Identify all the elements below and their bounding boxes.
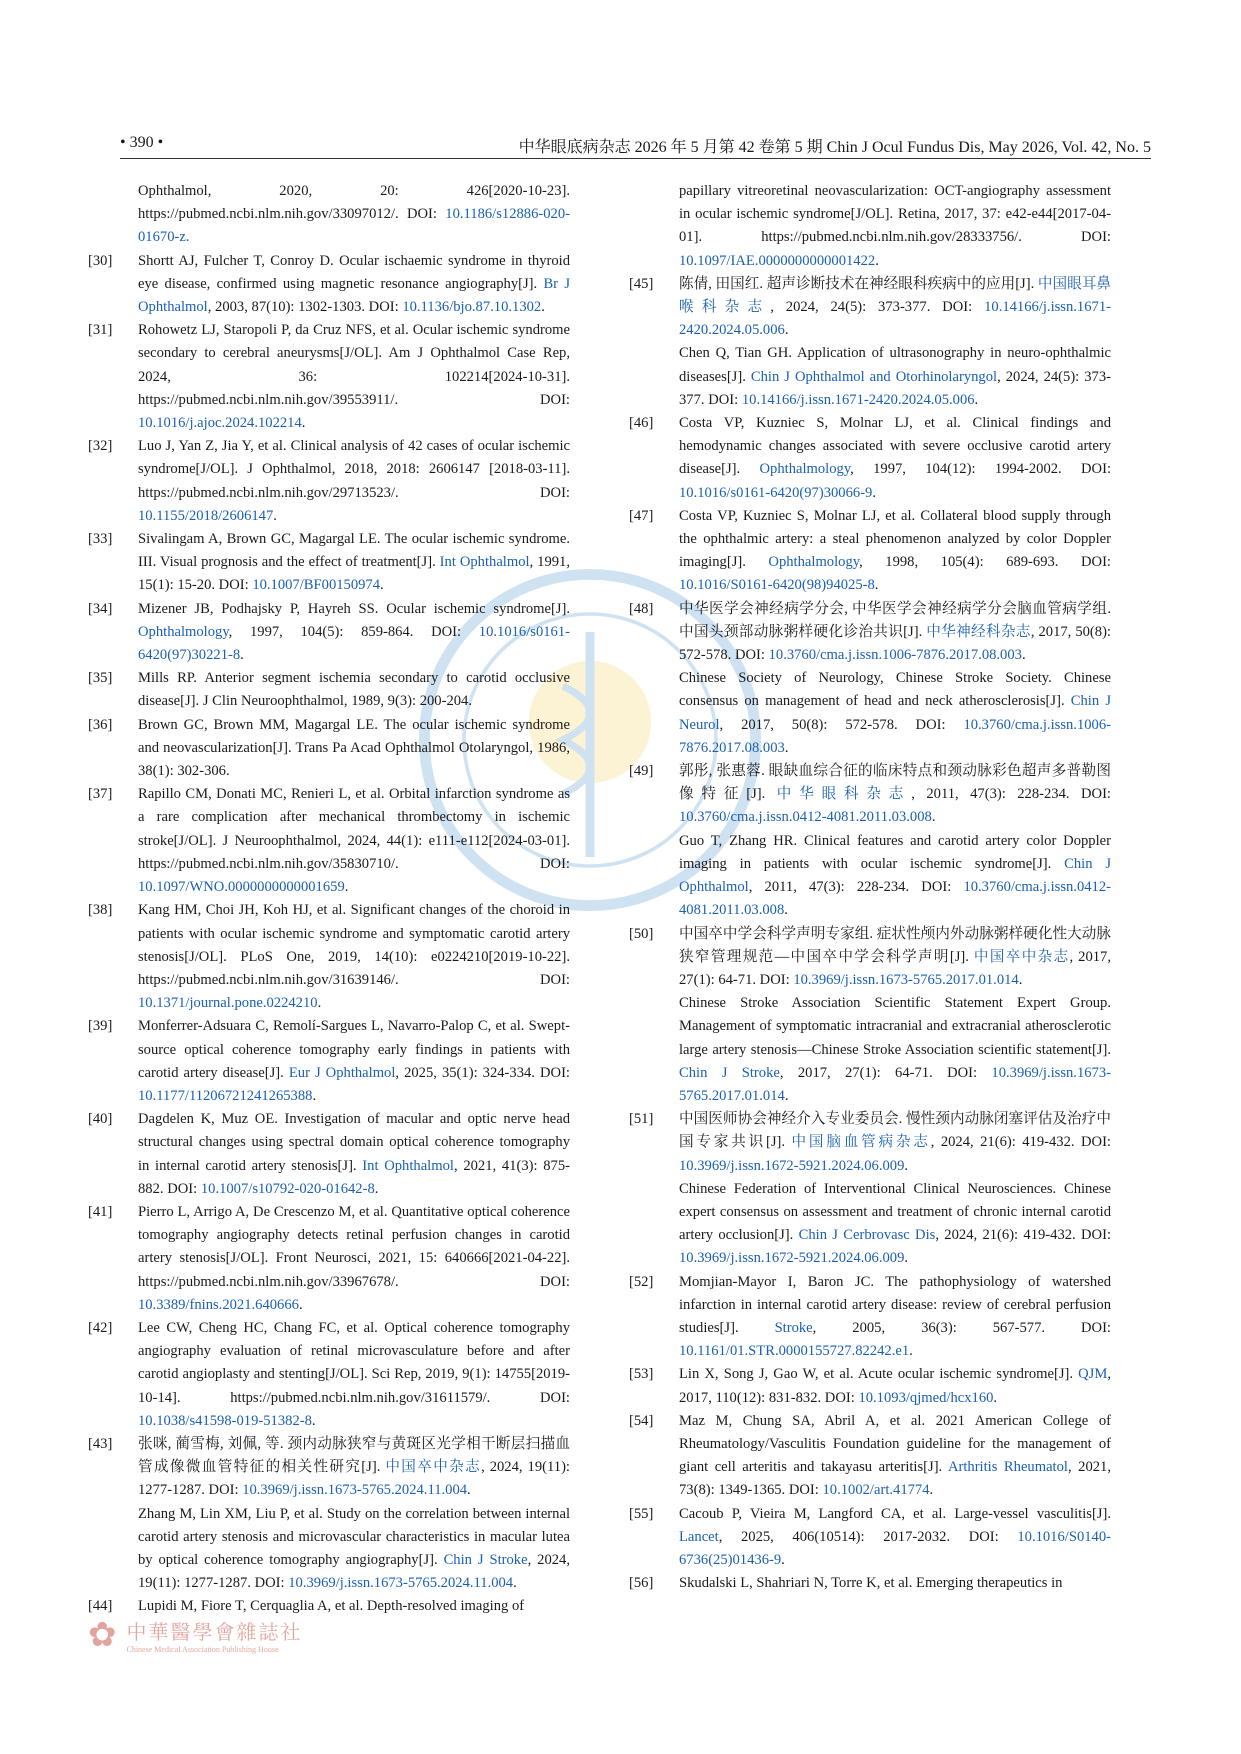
doi-link[interactable]: 10.1097/WNO.0000000000001659 [138,879,345,896]
reference-item [88,667,570,713]
reference-text: , 2011, 47(3): 228-234. DOI: [911,786,1111,803]
reference-number: [54] [629,1412,654,1429]
reference-text: . [974,391,979,408]
reference-text: , 2021, 41(3): 875-882. DOI: [138,1157,570,1197]
page-number: • 390 • [120,134,164,151]
reference-text: . [874,577,879,594]
reference-text: . [374,1180,379,1197]
reference-translation [629,1178,1111,1271]
reference-text: . [993,1389,998,1406]
doi-link[interactable]: 10.1093/qjmed/hcx160 [858,1389,994,1406]
reference-body [138,1108,570,1201]
reference-text: papillary vitreoretinal neovascularization: OCT-angiography assessment in ocular ischemic syndrome[J/OL]. Retina, 2017, 37: e42-e44[2017-04-01]. https://pubmed.ncbi.nlm.nih.gov/28333756/. DOI: [679,183,1111,246]
journal-link[interactable]: 中华神经科杂志 [926,623,1031,640]
reference-text: Shortt AJ, Fulcher T, Conroy D. Ocular ischaemic syndrome in thyroid eye disease, confirmed using magnetic resonance angiography[J]. [138,252,570,292]
journal-citation-line: 中华眼底病杂志 2026 年 5 月第 42 卷第 5 期 Chin J Ocul Fundus Dis, May 2026, Vol. 42, No. 5 [518,139,1151,156]
reference-number: [43] [88,1435,113,1452]
reference-item [88,1015,570,1108]
doi-link[interactable]: 10.1177/11206721241265388 [138,1087,313,1104]
reference-text: , 2024, 24(5): 373-377. DOI: [679,368,1111,408]
reference-text: . [784,1087,789,1104]
reference-text: , 2017, 50(8): 572-578. DOI: [719,716,964,733]
journal-link[interactable]: Chin J Neurol [679,693,1111,733]
reference-body [138,1433,570,1503]
reference-text: , 1991, 15(1): 15-20. DOI: [138,554,570,594]
reference-number: [34] [88,600,113,617]
reference-number: [38] [88,902,113,919]
reference-body [679,273,1111,343]
doi-link[interactable]: 10.1016/S0161-6420(98)94025-8 [679,577,875,594]
reference-text: Momjian-Mayor I, Baron JC. The pathophysiology of watershed infarction in internal carotid artery disease: review of cerebral perfusion studies[J]. [679,1273,1111,1336]
reference-item [88,714,570,784]
reference-text: . [904,1157,909,1174]
doi-link[interactable]: 10.1038/s41598-019-51382-8 [138,1412,312,1429]
reference-item [629,505,1111,598]
reference-text: Mizener JB, Podhajsky P, Hayreh SS. Ocular ischemic syndrome[J]. [138,600,570,617]
reference-item [88,528,570,598]
doi-link[interactable]: 10.1186/s12886-020-01670-z. [138,206,570,246]
reference-text: Sivalingam A, Brown GC, Magargal LE. The ocular ischemic syndrome. III. Visual prognosis and the effect of treatment[J]. [138,531,570,571]
reference-number: [52] [629,1273,654,1290]
reference-text: . [380,577,384,594]
reference-text: , 1998, 105(4): 689-693. DOI: [859,554,1111,571]
reference-text: . [311,1412,316,1429]
reference-text: , 2017, 110(12): 831-832. DOI: [679,1366,1111,1406]
reference-text: 陈倩, 田国红. 超声诊断技术在神经眼科疾病中的应用[J]. [679,275,1038,292]
reference-text: Ophthalmol, 2020, 20: 426[2020-10-23]. https://pubmed.ncbi.nlm.nih.gov/33097012/. DOI: [138,183,570,223]
journal-link[interactable]: 中国脑血管病杂志 [791,1134,931,1151]
references-left-column [88,180,570,1619]
reference-text: Chinese Stroke Association Scientific Statement Expert Group. Management of symptomatic intracranial and extracranial atherosclerotic large artery stenosis—Chinese Stroke Association scientific statement[J]. [679,995,1111,1058]
publisher-name-en: Chinese Medical Association Publishing House [126,1645,279,1654]
doi-link[interactable]: 10.1007/s10792-020-01642-8 [200,1180,375,1197]
journal-link[interactable]: Stroke [774,1319,813,1336]
journal-link[interactable]: 中国眼耳鼻喉科杂志 [679,275,1111,316]
reference-text: 郭彤, 张惠蓉. 眼缺血综合征的临床特点和颈动脉彩色超声多普勒图像特征[J]. [679,763,1111,803]
reference-body [138,783,570,899]
journal-link[interactable]: Chin J Cerbrovasc Dis [798,1227,936,1244]
doi-link[interactable]: 10.1371/journal.pone.0224210 [138,995,318,1012]
journal-link[interactable]: 中国卒中杂志 [973,948,1070,965]
reference-text: Cacoub P, Vieira M, Langford CA, et al. Large-vessel vasculitis[J]. [679,1505,1111,1522]
reference-text: . [312,1087,317,1104]
reference-text: 中国医师协会神经介入专业委员会. 慢性颈内动脉闭塞评估及治疗中国专家共识[J]. [679,1111,1111,1151]
reference-text: Zhang M, Lin XM, Liu P, et al. Study on the correlation between internal carotid artery stenosis and microvascular characteristics in macular lutea by optical coherence tomography angiography[J]. [138,1505,570,1568]
reference-text: . [1018,971,1023,988]
reference-item [88,1108,570,1201]
doi-link[interactable]: 10.3969/j.issn.1673-5765.2024.11.004 [242,1482,468,1499]
reference-item [88,783,570,899]
reference-body [138,1317,570,1433]
reference-number: [41] [88,1203,113,1220]
reference-body [138,250,570,320]
doi-link[interactable]: 10.3760/cma.j.issn.0412-4081.2011.03.008 [679,809,932,826]
journal-link[interactable]: Chin J Ophthalmol [679,855,1111,896]
reference-item [88,319,570,435]
reference-text: . [344,879,349,896]
reference-text: 中华医学会神经病学分会, 中华医学会神经病学分会脑血管病学组. 中国头颈部动脉粥样硬化诊治共识[J]. [679,600,1111,640]
reference-body [138,1015,570,1108]
reference-text: . [909,1343,913,1360]
reference-text: Costa VP, Kuzniec S, Molnar LJ, et al. Collateral blood supply through the ophthalmic artery: a steal phenomenon analyzed by color Doppler imaging[J]. [679,507,1111,571]
reference-text: , 1997, 104(12): 1994-2002. DOI: [850,461,1111,478]
references-right-column [629,180,1111,1595]
doi-link[interactable]: 10.14166/j.issn.1671-2420.2024.05.006 [679,299,1111,339]
journal-link[interactable]: Br J Ophthalmol [138,275,571,316]
reference-number: [56] [629,1575,654,1592]
journal-link[interactable]: Int Ophthalmol [362,1157,454,1174]
reference-item [88,598,570,668]
reference-body [679,1271,1111,1364]
reference-text: Chinese Federation of Interventional Clinical Neurosciences. Chinese expert consensus on assessment and treatment of chronic internal carotid artery occlusion[J]. [679,1180,1111,1244]
reference-text: . [467,1482,471,1499]
reference-body [679,598,1111,668]
reference-text: . [541,299,545,316]
reference-text: 中国卒中学会科学声明专家组. 症状性颅内外动脉粥样硬化性大动脉狭窄管理规范—中国卒中学会科学声明[J]. [679,925,1111,965]
reference-body [138,899,570,1015]
reference-number: [31] [88,322,113,339]
reference-text: . [1021,647,1026,664]
reference-text: . [931,809,936,826]
reference-item [629,1108,1111,1178]
reference-text: Guo T, Zhang HR. Clinical features and carotid artery color Doppler imaging in patients with ocular ischemic syndrome[J]. [679,832,1111,872]
doi-link[interactable]: 10.1161/01.STR.0000155727.82242.e1 [679,1343,910,1360]
reference-translation [88,1503,570,1596]
reference-text: 张咪, 蔺雪梅, 刘佩, 等. 颈内动脉狭窄与黄斑区光学相干断层扫描血管成像微血管特征的相关性研究[J]. [138,1435,570,1476]
reference-text: . [875,252,879,269]
reference-text: . [240,647,244,664]
reference-text: , 2025, 406(10514): 2017-2032. DOI: [718,1528,1018,1545]
reference-body [138,319,570,435]
reference-translation [629,830,1111,923]
reference-body [679,1108,1111,1178]
reference-text: . [784,902,788,919]
reference-number: [32] [88,438,113,455]
reference-item [629,760,1111,830]
reference-text: , 2005, 36(3): 567-577. DOI: [812,1319,1111,1336]
reference-text: . [872,484,877,501]
reference-text: . [273,507,277,524]
doi-link[interactable]: 10.3969/j.issn.1673-5765.2024.11.004 [288,1575,514,1592]
reference-body [138,598,570,668]
journal-link[interactable]: Chin J Stroke [679,1064,780,1081]
reference-number: [44] [88,1598,113,1615]
reference-number: [39] [88,1018,113,1035]
doi-link[interactable]: 10.3760/cma.j.issn.1006-7876.2017.08.003 [679,716,1111,756]
doi-link[interactable]: 10.1136/bjo.87.10.1302 [402,299,542,316]
reference-text: , 2017, 50(8): 572-578. DOI: [679,623,1111,664]
reference-item [629,1572,1111,1595]
reference-translation [629,342,1111,412]
reference-item [88,1317,570,1433]
reference-text: . [929,1482,934,1499]
reference-number: [35] [88,670,113,687]
reference-body [679,505,1111,598]
reference-text: , 2024, 21(6): 419-432. DOI: [930,1134,1111,1151]
doi-link[interactable]: 10.3389/fnins.2021.640666 [138,1296,299,1313]
reference-item [629,273,1111,343]
reference-text: Lee CW, Cheng HC, Chang FC, et al. Optical coherence tomography angiography evaluation of retinal microvasculature before and after carotid angioplasty and stenting[J/OL]. Sci Rep, 2019, 9(1): 14755[2019-10-14]. https://pubmed.ncbi.nlm.nih.gov/31611579/. DOI: [138,1319,570,1406]
journal-link[interactable]: Eur J Ophthalmol [288,1064,396,1081]
reference-text: . [301,415,306,432]
publisher-logo [88,1615,303,1655]
doi-link[interactable]: 10.1016/s0161-6420(97)30066-9 [679,484,873,501]
reference-item [629,1503,1111,1573]
reference-text: , 2011, 47(3): 228-234. DOI: [748,879,964,896]
page-header [120,132,1151,159]
reference-number: [55] [629,1505,654,1522]
doi-link[interactable]: 10.1016/s0161-6420(97)30221-8 [138,623,570,664]
reference-text: Rapillo CM, Donati MC, Renieri L, et al. Orbital infarction syndrome as a rare complication after mechanical thrombectomy in ischemic stroke[J/OL]. J Neuroophthalmol, 2024, 44(1): e111-e112[2024-03-01]. https://pubmed.ncbi.nlm.nih.gov/35830710/. DOI: [138,786,570,872]
reference-text: . [317,995,322,1012]
doi-link[interactable]: 10.14166/j.issn.1671-2420.2024.05.006 [741,391,975,408]
reference-text: . [513,1575,517,1592]
reference-text: . [784,322,789,339]
reference-text: Lin X, Song J, Gao W, et al. Acute ocular ischemic syndrome[J]. [679,1366,1079,1383]
doi-link[interactable]: 10.1016/S0140-6736(25)01436-9 [679,1528,1111,1568]
reference-number: [36] [88,716,113,733]
doi-link[interactable]: 10.1097/IAE.0000000000001422 [679,252,876,269]
reference-text: , 2024, 19(11): 1277-1287. DOI: [138,1459,570,1499]
reference-text: , 2025, 35(1): 324-334. DOI: [395,1064,570,1081]
reference-text: Maz M, Chung SA, Abril A, et al. 2021 American College of Rheumatology/Vasculitis Foundation guideline for the management of giant cell arteritis and takayasu arteritis[J]. [679,1412,1111,1476]
doi-link[interactable]: 10.3969/j.issn.1672-5921.2024.06.009 [679,1157,905,1174]
reference-item [88,250,570,320]
reference-continuation [88,180,570,250]
reference-number: [30] [88,252,113,269]
reference-number: [40] [88,1111,113,1128]
publisher-name: 中華醫學會雜誌社 [126,1622,303,1644]
reference-text: Chen Q, Tian GH. Application of ultrasonography in neuro-ophthalmic diseases[J]. [679,345,1111,385]
reference-text: Lupidi M, Fiore T, Cerquaglia A, et al. Depth-resolved imaging of [138,1598,525,1615]
reference-item [629,1363,1111,1409]
reference-text: Kang HM, Choi JH, Koh HJ, et al. Significant changes of the choroid in patients with ocular ischemic syndrome and symptomatic carotid artery stenosis[J/OL]. PLoS One, 2019, 14(10): e0224210[2019-10-22]. https://pubmed.ncbi.nlm.nih.gov/31639146/. DOI: [138,902,570,988]
doi-link[interactable]: 10.3969/j.issn.1673-5765.2017.01.014 [793,971,1019,988]
doi-link[interactable]: 10.3969/j.issn.1673-5765.2017.01.014 [679,1064,1111,1104]
reference-number: [45] [629,275,654,292]
reference-item [629,412,1111,505]
reference-translation [629,992,1111,1108]
reference-body [679,1363,1111,1409]
reference-text: , 2024, 21(6): 419-432. DOI: [935,1227,1111,1244]
journal-link[interactable]: Ophthalmology [759,461,851,478]
reference-item [629,1410,1111,1503]
reference-text: Monferrer-Adsuara C, Remolí-Sargues L, Navarro-Palop C, et al. Swept-source optical coherence tomography early findings in patients with carotid artery disease[J]. [138,1018,570,1081]
reference-number: [48] [629,600,654,617]
reference-text: . [904,1250,909,1267]
publisher-emblem-icon: ✿ [88,1617,117,1654]
reference-text: Dagdelen K, Muz OE. Investigation of macular and optic nerve head structural changes using spectral domain optical coherence tomography in internal carotid artery stenosis[J]. [138,1111,570,1174]
reference-text: , 2024, 19(11): 1277-1287. DOI: [138,1551,570,1592]
journal-link[interactable]: 中华眼科杂志 [776,786,912,803]
journal-link[interactable]: Arthritis Rheumatol [947,1459,1068,1476]
reference-body [138,714,570,784]
reference-text: . [781,1551,785,1568]
reference-item [88,899,570,1015]
journal-link[interactable]: Chin J Stroke [443,1551,528,1568]
reference-text: , 2024, 24(5): 373-377. DOI: [770,299,985,316]
reference-body [138,667,570,713]
reference-text: , 1997, 104(5): 859-864. DOI: [228,623,479,640]
reference-body [138,528,570,598]
journal-link[interactable]: Ophthalmology [138,623,229,640]
reference-text: Luo J, Yan Z, Jia Y, et al. Clinical analysis of 42 cases of ocular ischemic syndrome[J/OL]. J Ophthalmol, 2018, 2018: 2606147 [2018-03-11]. https://pubmed.ncbi.nlm.nih.gov/29713523/. DOI: [138,438,570,501]
reference-item [88,1433,570,1503]
reference-text: Costa VP, Kuzniec S, Molnar LJ, et al. Clinical findings and hemodynamic changes associated with severe occlusive carotid artery disease[J]. [679,415,1111,478]
doi-link[interactable]: 10.3760/cma.j.issn.0412-4081.2011.03.008 [679,879,1111,919]
doi-link[interactable]: 10.1016/j.ajoc.2024.102214 [138,415,302,432]
reference-text: Pierro L, Arrigo A, De Crescenzo M, et al. Quantitative optical coherence tomography angiography detects retinal perfusion changes in carotid artery stenosis[J/OL]. Front Neurosci, 2021, 15: 640666[2021-04-22]. https://pubmed.ncbi.nlm.nih.gov/33967678/. DOI: [138,1203,570,1290]
reference-body [679,1410,1111,1503]
reference-text: Rohowetz LJ, Staropoli P, da Cruz NFS, et al. Ocular ischemic syndrome secondary to cerebral aneurysms[J/OL]. Am J Ophthalmol Case Rep, 2024, 36: 102214[2024-10-31]. https://pubmed.ncbi.nlm.nih.gov/39553911/. DOI: [138,322,570,408]
doi-link[interactable]: 10.1007/BF00150974 [252,577,381,594]
reference-body [679,923,1111,993]
journal-link[interactable]: Int Ophthalmol [439,554,530,571]
journal-link[interactable]: Chin J Ophthalmol and Otorhinolaryngol [750,368,998,385]
reference-number: [47] [629,507,654,524]
reference-number: [46] [629,415,654,432]
reference-number: [33] [88,531,113,548]
reference-translation [629,667,1111,760]
reference-text: . [298,1296,303,1313]
reference-body [138,1201,570,1317]
reference-text: , 2021, 73(8): 1349-1365. DOI: [679,1459,1111,1499]
reference-text: , 2003, 87(10): 1302-1303. DOI: [207,299,403,316]
reference-text: Skudalski L, Shahriari N, Torre K, et al. Emerging therapeutics in [679,1575,1063,1592]
reference-number: [50] [629,925,654,942]
reference-item [629,923,1111,993]
reference-number: [42] [88,1319,113,1336]
journal-link[interactable]: Lancet [679,1528,719,1545]
journal-link[interactable]: QJM [1078,1366,1108,1383]
reference-number: [37] [88,786,113,803]
doi-link[interactable]: 10.3969/j.issn.1672-5921.2024.06.009 [679,1250,905,1267]
reference-item [88,1201,570,1317]
doi-link[interactable]: 10.1155/2018/2606147 [138,507,274,524]
doi-link[interactable]: 10.1002/art.41774 [822,1482,930,1499]
reference-text: Mills RP. Anterior segment ischemia secondary to carotid occlusive disease[J]. J Clin Neuroophthalmol, 1989, 9(3): 200-204. [138,670,570,710]
reference-number: [53] [629,1366,654,1383]
reference-text: . [784,739,789,756]
journal-link[interactable]: Ophthalmology [768,554,860,571]
reference-item [629,598,1111,668]
reference-text: Brown GC, Brown MM, Magargal LE. The ocular ischemic syndrome and neovascularization[J]. Trans Pa Acad Ophthalmol Otolaryngol, 1986, 38(1): 302-306. [138,716,570,780]
reference-text: , 2017, 27(1): 64-71. DOI: [779,1064,992,1081]
reference-item [629,1271,1111,1364]
reference-continuation [629,180,1111,273]
reference-body [679,412,1111,505]
reference-body [679,760,1111,830]
reference-text: Chinese Society of Neurology, Chinese Stroke Society. Chinese consensus on management of head and neck atherosclerosis[J]. [679,670,1111,710]
reference-body [679,1572,1111,1595]
reference-item [88,435,570,528]
reference-text: , 2017, 27(1): 64-71. DOI: [679,948,1111,988]
reference-body [138,435,570,528]
reference-number: [49] [629,763,654,780]
reference-number: [51] [629,1111,654,1128]
journal-link[interactable]: 中国卒中杂志 [385,1459,482,1476]
doi-link[interactable]: 10.3760/cma.j.issn.1006-7876.2017.08.003 [768,647,1022,664]
reference-body [679,1503,1111,1573]
